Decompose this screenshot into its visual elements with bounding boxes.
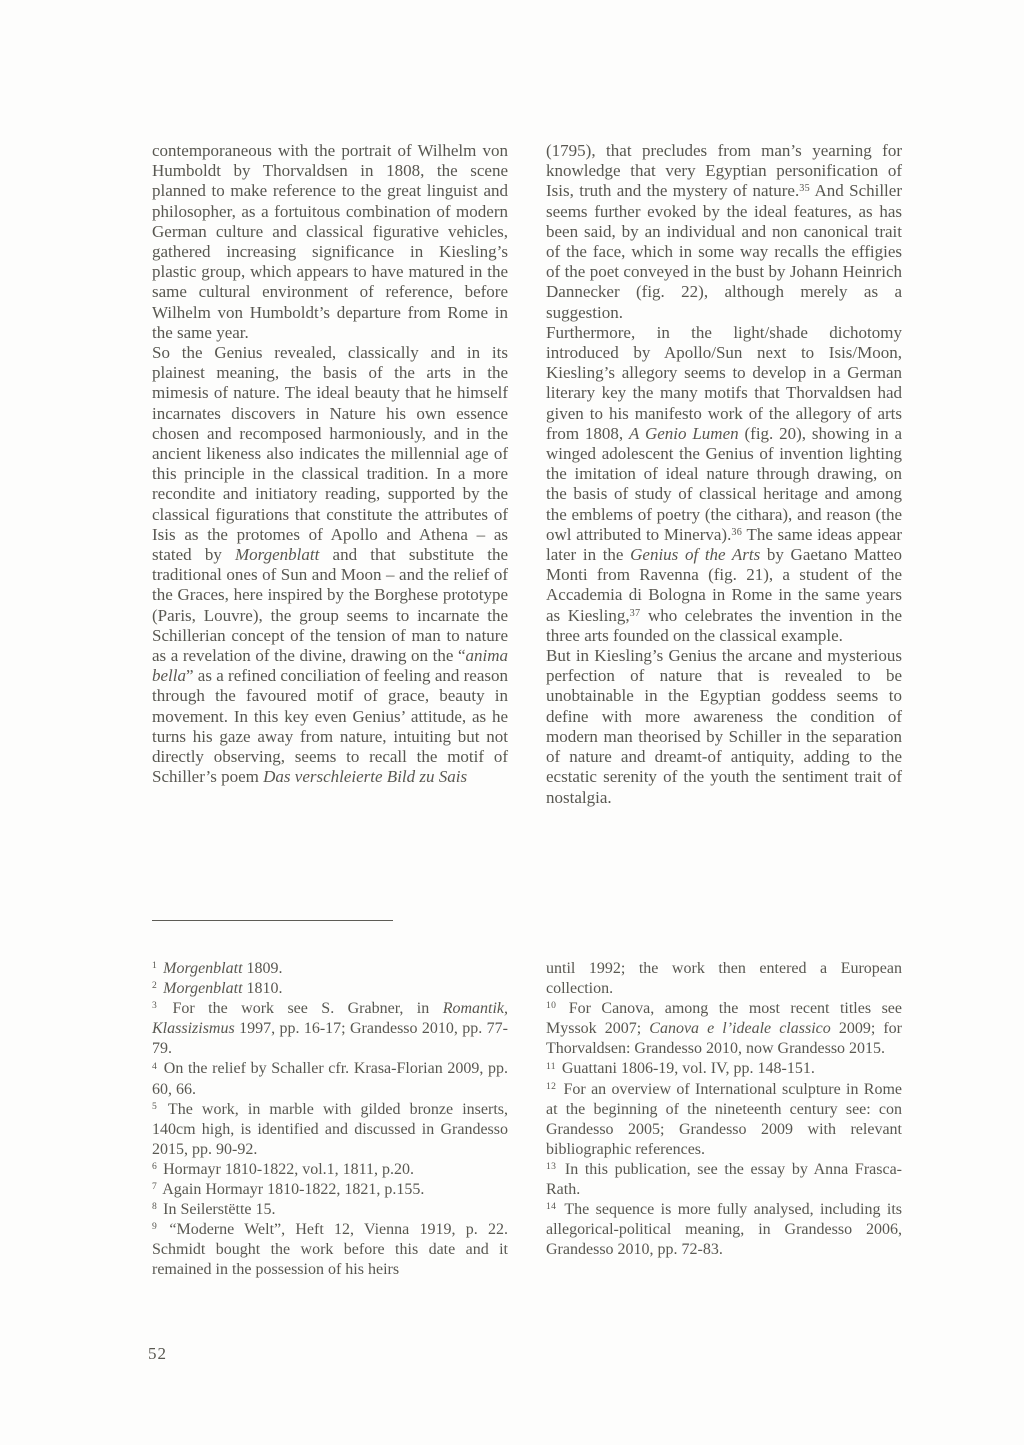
footnote-number: 12 [546,1080,557,1092]
footnote [152,959,508,979]
text-run: Again Hormayr 1810-1822, 1821, p.155. [162,1181,425,1199]
footnote-number: 13 [546,1161,557,1173]
body-paragraph [546,141,902,323]
text-run: In Seilerstëtte 15. [163,1201,276,1219]
footnote-ref: 36 [731,526,743,538]
body-paragraph [546,646,902,808]
footnote [152,1059,508,1099]
footnote [152,1220,508,1280]
footnote-number: 5 [152,1100,158,1112]
footnote [152,1180,508,1200]
footnote-number: 3 [152,1000,158,1012]
text-run: 1997, pp. 16-17; Grandesso 2010, pp. 77-79. [152,1020,508,1058]
body-column-left [152,141,508,808]
footnotes [152,959,902,1281]
footnote-number: 4 [152,1060,158,1072]
text-run: Furthermore, in the light/shade dichotomy introduced by Apollo/Sun next to Isis/Moon, Kiesling’s allegory seems to develop in a German literary key the many motifs that Thorvaldsen had given to his manifesto work of the allegory of arts from 1808, [546,322,902,443]
footnote [152,979,508,999]
footnote [152,999,508,1059]
footnote-number: 9 [152,1221,158,1233]
text-run: So the Genius revealed, classically and in its plainest meaning, the basis of the arts in the mimesis of nature. The ideal beauty that he himself incarnates discovers in Nature his own essence chosen and recomposed harmoniously, and in the ancient likeness also indicates the millennial age of this principle in the classical tradition. In a more recondite and initiatory reading, supported by the classical figurations that constitute the attributes of Isis as the protomes of Apollo and Athena – as stated by [152,343,508,565]
text-run: “Moderne Welt”, Heft 12, Vienna 1919, p. 22. Schmidt bought the work before this date and it remained in the possession of his heirs [152,1221,509,1279]
text-run: The work, in marble with gilded bronze inserts, 140cm high, is identified and discussed in Grandesso 2015, pp. 90-92. [152,1100,508,1158]
footnote-number: 10 [546,1000,557,1012]
italic-text: Morgenblatt [234,545,320,565]
italic-text: Morgenblatt [163,960,243,977]
text-run: 2009; for Thorvaldsen: Grandesso 2010, now Grandesso 2015. [546,1020,903,1058]
footnote-ref: 35 [799,183,811,195]
text-run: contemporaneous with the portrait of Wilhelm von Humboldt by Thorvaldsen in 1808, the scene planned to make reference to the great linguist and philosopher, as a fortuitous combination of modern German culture and classical figurative vehicles, gathered increasing significance in Kiesling’s plastic group, which appears to have matured in the same cultural environment of reference, before Wilhelm von Humboldt’s departure from Rome in the same year. [152,141,508,342]
footnote [152,1160,508,1180]
italic-text: anima bella [152,646,508,686]
text-run: For Canova, among the most recent titles see Myssok 2007; [546,1000,902,1038]
footnote [546,1059,902,1079]
footnote [546,1200,902,1260]
footnote [546,1080,902,1160]
body-paragraph [152,343,508,787]
text-run: The sequence is more fully analysed, including its allegorical-political meaning, in Grandesso 2006, Grandesso 2010, pp. 72-83. [546,1201,902,1259]
italic-text: Romantik, Klassizismus [152,1000,509,1038]
body-paragraph [152,141,508,343]
text-run: 1810. [242,980,283,998]
text-run: For an overview of International sculpture in Rome at the beginning of the nineteenth century see: con Grandesso 2005; Grandesso 2009 with relevant bibliographic references. [546,1080,903,1158]
text-run: (1795), that precludes from man’s yearning for knowledge that very Egyptian personification of Isis, truth and the mystery of nature. [546,141,902,201]
text-run: who celebrates the invention in the three arts founded on the classical example. [546,605,902,645]
text-run: 1809. [242,960,283,977]
footnote-number: 1 [152,960,158,972]
text-run: On the relief by Schaller cfr. Krasa-Florian 2009, pp. 60, 66. [152,1060,508,1098]
text-run: ” as a refined conciliation of feeling and reason through the favoured motif of grace, beauty in movement. In this key even Genius’ attitude, as he turns his gaze away from nature, intuiting but not directly observing, seems to recall the motif of Schiller’s poem [152,666,508,787]
footnote [152,1200,508,1220]
body-text [152,141,902,808]
text-run: And Schiller seems further evoked by the ideal features, as has been said, by an individual and non canonical trait of the face, which in some way recalls the effigies of the poet conveyed in the bust by Johann Heinrich Dannecker (fig. 22), although merely as a suggestion. [546,181,902,322]
italic-text: Genius of the Arts [630,545,761,565]
footnote-separator-rule [152,920,393,921]
text-run: The same ideas appear later in the [546,524,903,565]
italic-text: Canova e l’ideale classico [649,1020,831,1038]
footnotes-column-right [546,959,902,1281]
footnote-number: 14 [546,1201,557,1213]
text-run: For the work see S. Grabner, in [172,1000,443,1018]
footnote-ref: 37 [629,607,641,619]
footnotes-column-left [152,959,508,1281]
text-run: by Gaetano Matteo Monti from Ravenna (fig. 21), a student of the Accademia di Bologna in Rome in the same years as Kiesling, [546,545,902,625]
text-run: (fig. 20), showing in a winged adolescent the Genius of invention lighting the imitation of ideal nature through drawing, on the basis of study of classical heritage and among the emblems of poetry (the cithara), and reason (the owl attributed to Minerva). [546,423,903,544]
italic-text: Morgenblatt [163,980,243,998]
body-column-right [546,141,902,808]
body-paragraph [546,323,902,646]
text-run: In this publication, see the essay by Anna Frasca-Rath. [546,1160,903,1199]
italic-text: Das verschleierte Bild zu Sais [263,767,468,787]
footnote-number: 7 [152,1181,158,1193]
text-run: until 1992; the work then entered a European collection. [546,960,902,998]
text-run: Guattani 1806-19, vol. IV, pp. 148-151. [561,1060,815,1078]
footnote-number: 8 [152,1201,158,1213]
footnote [546,1160,902,1200]
footnote-number: 11 [546,1060,556,1072]
footnote-number: 2 [152,980,158,992]
page-number: 52 [148,1344,167,1363]
text-run: Hormayr 1810-1822, vol.1, 1811, p.20. [163,1160,415,1178]
footnote [152,1100,508,1160]
footnote-number: 6 [152,1161,158,1173]
text-run: But in Kiesling’s Genius the arcane and mysterious perfection of nature that is revealed to be unobtainable in the Egyptian goddess seems to define with more awareness the condition of modern man theorised by Schiller in the separation of nature and dreamt-of antiquity, adding to the ecstatic serenity of the youth the sentiment trait of nostalgia. [546,646,902,807]
footnote [546,999,902,1059]
italic-text: A Genio Lumen [629,423,739,443]
footnote [546,959,902,999]
text-run: and that substitute the traditional ones of Sun and Moon – and the relief of the Graces, here inspired by the Borghese prototype (Paris, Louvre), the group seems to incarnate the Schillerian concept of the tension of man to nature as a revelation of the divine, drawing on the “ [152,545,508,666]
